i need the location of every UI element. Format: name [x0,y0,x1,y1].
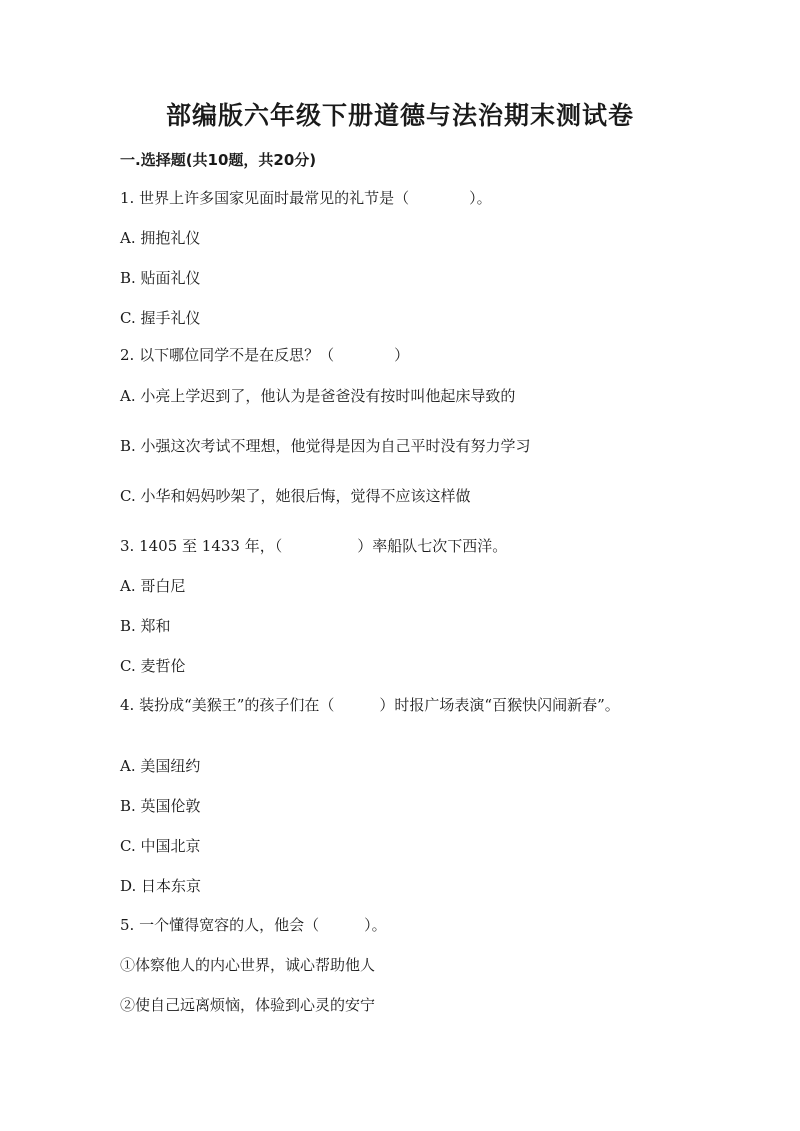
page-title: 部编版六年级下册道德与法治期末测试卷 [165,101,634,130]
question-4-option-d: D. 日本东京 [120,877,202,895]
question-5-stem: 5. 一个懂得宽容的人，他会（ ）。 [120,916,387,934]
question-5-option-1: ①体察他人的内心世界，诚心帮助他人 [120,956,376,974]
question-1-option-c: C. 握手礼仪 [120,309,201,327]
question-1-option-a: A. 拥抱礼仪 [120,229,201,247]
question-4-option-c: C. 中国北京 [120,837,201,855]
question-1-stem: 1. 世界上许多国家见面时最常见的礼节是（ ）。 [120,189,492,207]
question-4-option-a: A. 美国纽约 [120,757,201,775]
question-3-option-b: B. 郑和 [120,617,171,635]
question-3-stem: 3. 1405 至 1433 年，（ ）率船队七次下西洋。 [120,537,508,555]
question-3-option-c: C. 麦哲伦 [120,657,186,675]
question-3-option-a: A. 哥白尼 [120,577,186,595]
question-4-option-b: B. 英国伦敦 [120,797,201,815]
question-1-option-b: B. 贴面礼仪 [120,269,201,287]
question-2-stem: 2. 以下哪位同学不是在反思？（ ） [120,346,410,364]
question-2-option-c: C. 小华和妈妈吵架了，她很后悔，觉得不应该这样做 [120,487,471,505]
question-5-option-2: ②使自己远离烦恼，体验到心灵的安宁 [120,996,376,1014]
question-2-option-b: B. 小强这次考试不理想，他觉得是因为自己平时没有努力学习 [120,437,531,455]
section-heading: 一.选择题(共10题，共20分) [120,151,317,169]
question-4-stem: 4. 装扮成“美猴王”的孩子们在（ ）时报广场表演“百猴快闪闹新春”。 [120,696,620,714]
question-2-option-a: A. 小亮上学迟到了，他认为是爸爸没有按时叫他起床导致的 [120,387,516,405]
